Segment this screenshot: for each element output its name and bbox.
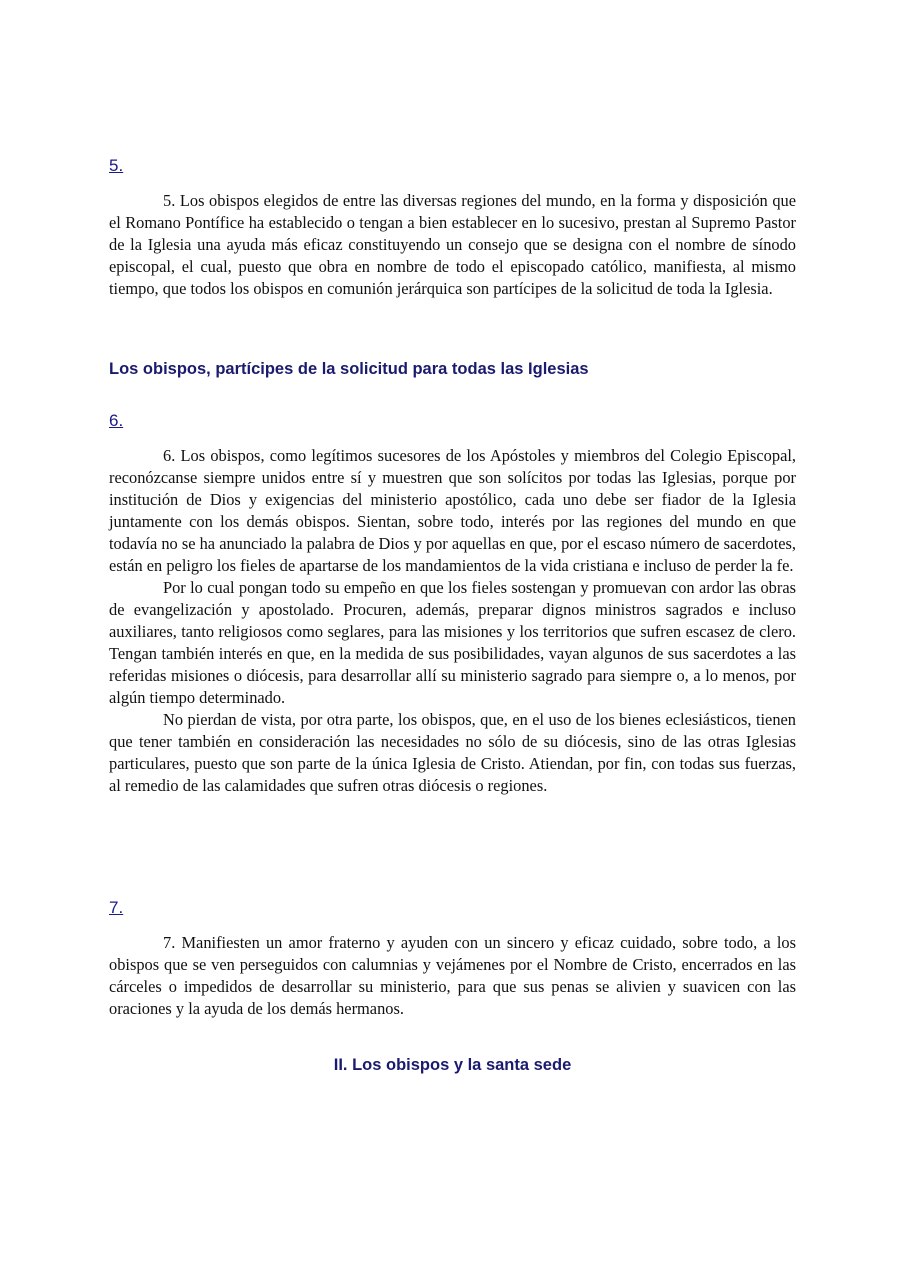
section-7-body (109, 932, 796, 1020)
section-7-link[interactable]: 7. (109, 898, 124, 917)
paragraph: Por lo cual pongan todo su empeño en que los fieles sostengan y promuevan con ardor las obras de evangelización y apostolado. Procuren, además, preparar dignos ministros sagrados e incluso auxiliares, tanto religiosos como seglares, para las misiones y los territorios que sufren escasez de clero. Tengan también interés en que, en la medida de sus posibilidades, vayan algunos de sus sacerdotes a las referidas misiones o diócesis, para desarrollar allí su ministerio sagrado para siempre o, a lo menos, por algún tiempo determinado. (109, 578, 796, 707)
section-heading: Los obispos, partícipes de la solicitud para todas las Iglesias (109, 360, 589, 378)
paragraph: 6. Los obispos, como legítimos sucesores de los Apóstoles y miembros del Colegio Episcopal, reconózcanse siempre unidos entre sí y muestren que son solícitos por todas las Iglesias, porque por institución de Dios y exigencias del ministerio apostólico, cada uno debe ser fiador de la Iglesia juntamente con los demás obispos. Sientan, sobre todo, interés por las regiones del mundo en que todavía no se ha anunciado la palabra de Dios y por aquellas en que, por el escaso número de sacerdotes, están en peligro los fieles de apartarse de los mandamientos de la vida cristiana e incluso de perder la fe. (109, 446, 796, 575)
chapter-heading: II. Los obispos y la santa sede (333, 1056, 572, 1074)
section-5-link[interactable]: 5. (109, 156, 124, 175)
paragraph: 5. Los obispos elegidos de entre las diversas regiones del mundo, en la forma y disposición que el Romano Pontífice ha establecido o tengan a bien establecer en lo sucesivo, prestan al Supremo Pastor de la Iglesia una ayuda más eficaz constituyendo un consejo que se designa con el nombre de sínodo episcopal, el cual, puesto que obra en nombre de todo el episcopado católico, manifiesta, al mismo tiempo, que todos los obispos en comunión jerárquica son partícipes de la solicitud de toda la Iglesia. (109, 191, 796, 298)
section-6-link[interactable]: 6. (109, 411, 124, 430)
section-6-body (109, 445, 796, 797)
paragraph: No pierdan de vista, por otra parte, los obispos, que, en el uso de los bienes eclesiásticos, tienen que tener también en consideración las necesidades no sólo de su diócesis, sino de las otras Iglesias particulares, puesto que son parte de la única Iglesia de Cristo. Atiendan, por fin, con todas sus fuerzas, al remedio de las calamidades que sufren otras diócesis o regiones. (109, 710, 796, 795)
section-5-body (109, 190, 796, 300)
paragraph: 7. Manifiesten un amor fraterno y ayuden con un sincero y eficaz cuidado, sobre todo, a los obispos que se ven perseguidos con calumnias y vejámenes por el Nombre de Cristo, encerrados en las cárceles o impedidos de desarrollar su ministerio, para que sus penas se alivien y suavicen con las oraciones y la ayuda de los demás hermanos. (109, 933, 796, 1018)
